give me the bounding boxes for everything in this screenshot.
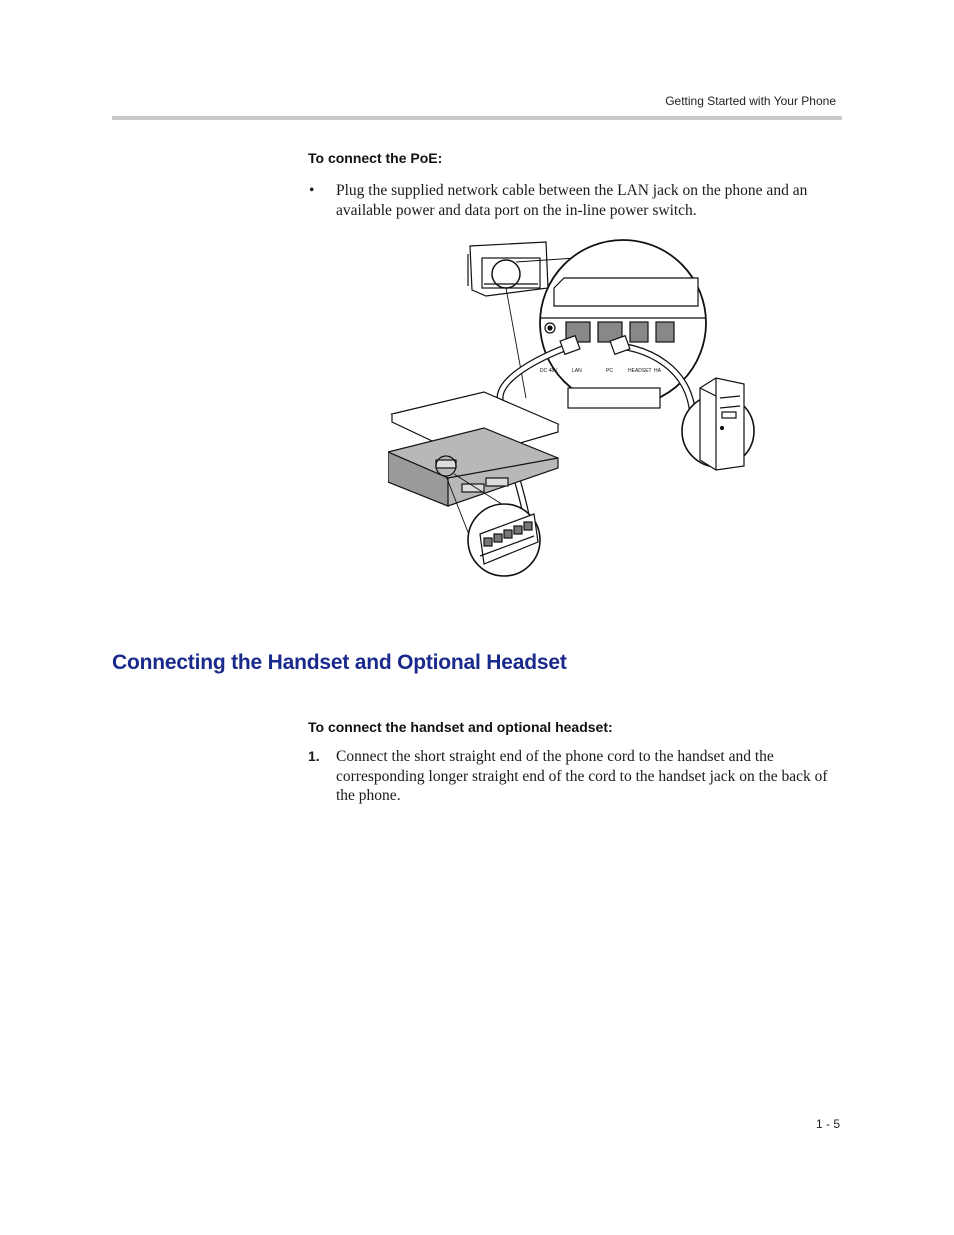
section-title-handset: Connecting the Handset and Optional Headset [112, 651, 567, 674]
port-label-handset: HA [654, 368, 661, 374]
poe-bullet-text: Plug the supplied network cable between the LAN jack on the phone and an available power and data port on the in-line power switch. [336, 182, 808, 219]
computer-tower [682, 378, 754, 470]
page-number: 1 - 5 [815, 1117, 840, 1131]
handset-procedure-heading: To connect the handset and optional headset: [308, 719, 613, 735]
switch-ports-magnified [468, 504, 540, 576]
step-number: 1. [308, 748, 320, 764]
header-rule [112, 116, 842, 120]
port-label-pc: PC [606, 368, 613, 374]
port-label-headset: HEADSET [628, 368, 652, 374]
port-label-dc: DC 48V [540, 368, 558, 374]
power-switch [388, 392, 558, 506]
bullet-marker: • [309, 182, 315, 199]
phone-thumbnail [468, 242, 548, 296]
step-text: Connect the short straight end of the phone cord to the handset and the corresponding longer straight end of the cord to the handset jack on the back of the phone. [336, 748, 828, 804]
running-header: Getting Started with Your Phone [665, 94, 836, 108]
poe-connection-figure [388, 238, 758, 580]
poe-procedure-heading: To connect the PoE: [308, 150, 443, 166]
port-label-lan: LAN [572, 368, 582, 374]
